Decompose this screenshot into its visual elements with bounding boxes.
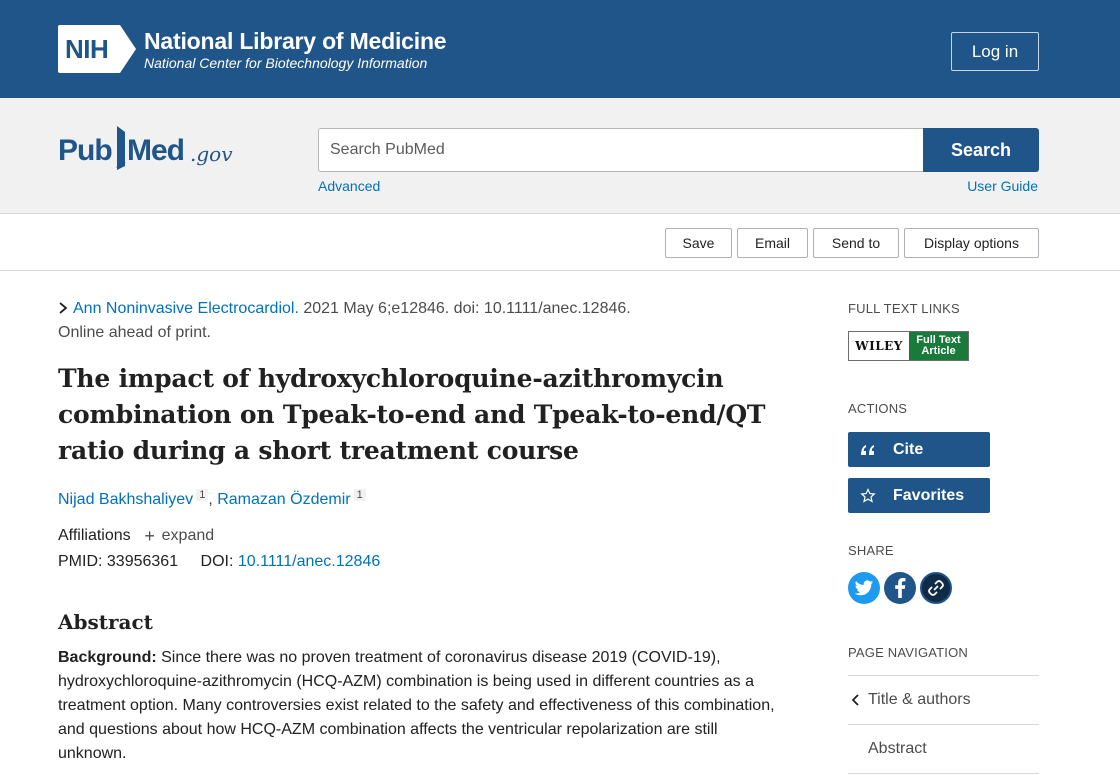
- nih-badge-text: NIH: [65, 34, 109, 64]
- nav-item-title-authors[interactable]: [848, 676, 1039, 725]
- user-guide-link[interactable]: User Guide: [967, 178, 1038, 194]
- nav-item-label: Abstract: [868, 740, 927, 757]
- author-link[interactable]: Ramazan Özdemir: [217, 491, 351, 508]
- pmid-value: 33956361: [106, 553, 179, 570]
- authors-list: Nijad Bakhshaliyev $^1$ , Ramazan Özdemir $^1$: [58, 489, 366, 509]
- doi-link[interactable]: 10.1111/anec.12846: [237, 553, 381, 570]
- twitter-icon[interactable]: [848, 572, 880, 604]
- display-options-button[interactable]: Display options: [904, 228, 1039, 258]
- chevron-left-icon: [845, 694, 865, 706]
- nav-item-abstract[interactable]: [848, 725, 1039, 774]
- copy-link-icon[interactable]: [920, 572, 952, 604]
- search-button[interactable]: Search: [923, 128, 1039, 172]
- nlm-title: National Library of Medicine: [144, 27, 447, 54]
- nav-item-label: Title & authors: [868, 691, 971, 708]
- pmid-label: PMID:: [58, 553, 103, 570]
- article-toolbar: [0, 215, 1120, 271]
- send-to-button[interactable]: Send to: [813, 228, 899, 258]
- share-buttons: [848, 572, 952, 604]
- cite-label: Cite: [893, 440, 924, 458]
- plus-icon: +: [144, 526, 155, 546]
- ncbi-subtitle: National Center for Biotechnology Information: [144, 54, 428, 71]
- email-button[interactable]: Email: [737, 228, 808, 258]
- affiliations-label: Affiliations: [58, 527, 131, 544]
- article-identifiers: [58, 553, 380, 571]
- background-label: Background:: [58, 649, 157, 666]
- page-navigation-heading: PAGE NAVIGATION: [848, 645, 969, 660]
- search-band: [0, 98, 1120, 214]
- pubmed-logo-gov: .gov: [190, 142, 233, 166]
- citation-details: 2021 May 6;e12846. doi: 10.1111/anec.12846.: [298, 300, 631, 317]
- wiley-full-text: Full Text: [916, 334, 961, 346]
- favorites-button[interactable]: [848, 478, 990, 513]
- page-navigation-list: [848, 675, 1039, 774]
- nlm-logo[interactable]: [58, 25, 446, 73]
- favorites-label: Favorites: [893, 486, 965, 504]
- citation: [58, 297, 778, 345]
- login-button[interactable]: Log in: [951, 32, 1039, 71]
- advanced-search-link[interactable]: Advanced: [318, 178, 381, 194]
- facebook-icon[interactable]: [884, 572, 916, 604]
- star-icon: [848, 488, 888, 504]
- pubmed-book-icon: [114, 124, 128, 172]
- pubmed-logo-pub: Pub: [58, 134, 112, 167]
- background-text: Since there was no proven treatment of coronavirus disease 2019 (COVID-19), hydroxychloroquine-azithromycin (HCQ-AZM) combination is being used in different countries as a treatment option. Many controversies exist related to the safety and effectiveness of this combination, and questions about how HCQ-AZM combination affects the ventricular repolarization are still unknown.: [58, 649, 775, 762]
- share-heading: SHARE: [848, 543, 894, 558]
- wiley-name: WILEY: [849, 332, 909, 360]
- abstract-background: [58, 646, 783, 766]
- author-affil-ref[interactable]: 1: [196, 489, 208, 501]
- nih-badge: [58, 25, 138, 73]
- chevron-right-icon: [58, 302, 68, 314]
- expand-label: expand: [161, 527, 215, 544]
- wiley-article: Article: [921, 345, 956, 357]
- wiley-full-text-link[interactable]: [848, 331, 969, 361]
- cite-button[interactable]: [848, 432, 990, 467]
- author-link[interactable]: Nijad Bakhshaliyev: [58, 491, 194, 508]
- quote-icon: [848, 443, 888, 457]
- pubmed-logo-med: Med: [127, 134, 184, 167]
- nih-header: [0, 0, 1120, 98]
- affiliations-toggle[interactable]: [58, 527, 214, 545]
- full-text-links-heading: FULL TEXT LINKS: [848, 301, 960, 316]
- actions-heading: ACTIONS: [848, 401, 908, 416]
- journal-link[interactable]: Ann Noninvasive Electrocardiol.: [73, 300, 299, 317]
- author-affil-ref[interactable]: 1: [354, 489, 366, 501]
- doi-label: DOI:: [200, 553, 234, 570]
- abstract-heading: Abstract: [58, 610, 153, 634]
- article-title: The impact of hydroxychloroquine-azithromycin combination on Tpeak-to-end and Tpeak-to-end/QT ratio during a short treatment course: [58, 364, 766, 465]
- pubmed-logo[interactable]: [58, 122, 248, 178]
- save-button[interactable]: Save: [665, 228, 732, 258]
- publication-status: Online ahead of print.: [58, 324, 211, 341]
- search-input[interactable]: [318, 128, 924, 172]
